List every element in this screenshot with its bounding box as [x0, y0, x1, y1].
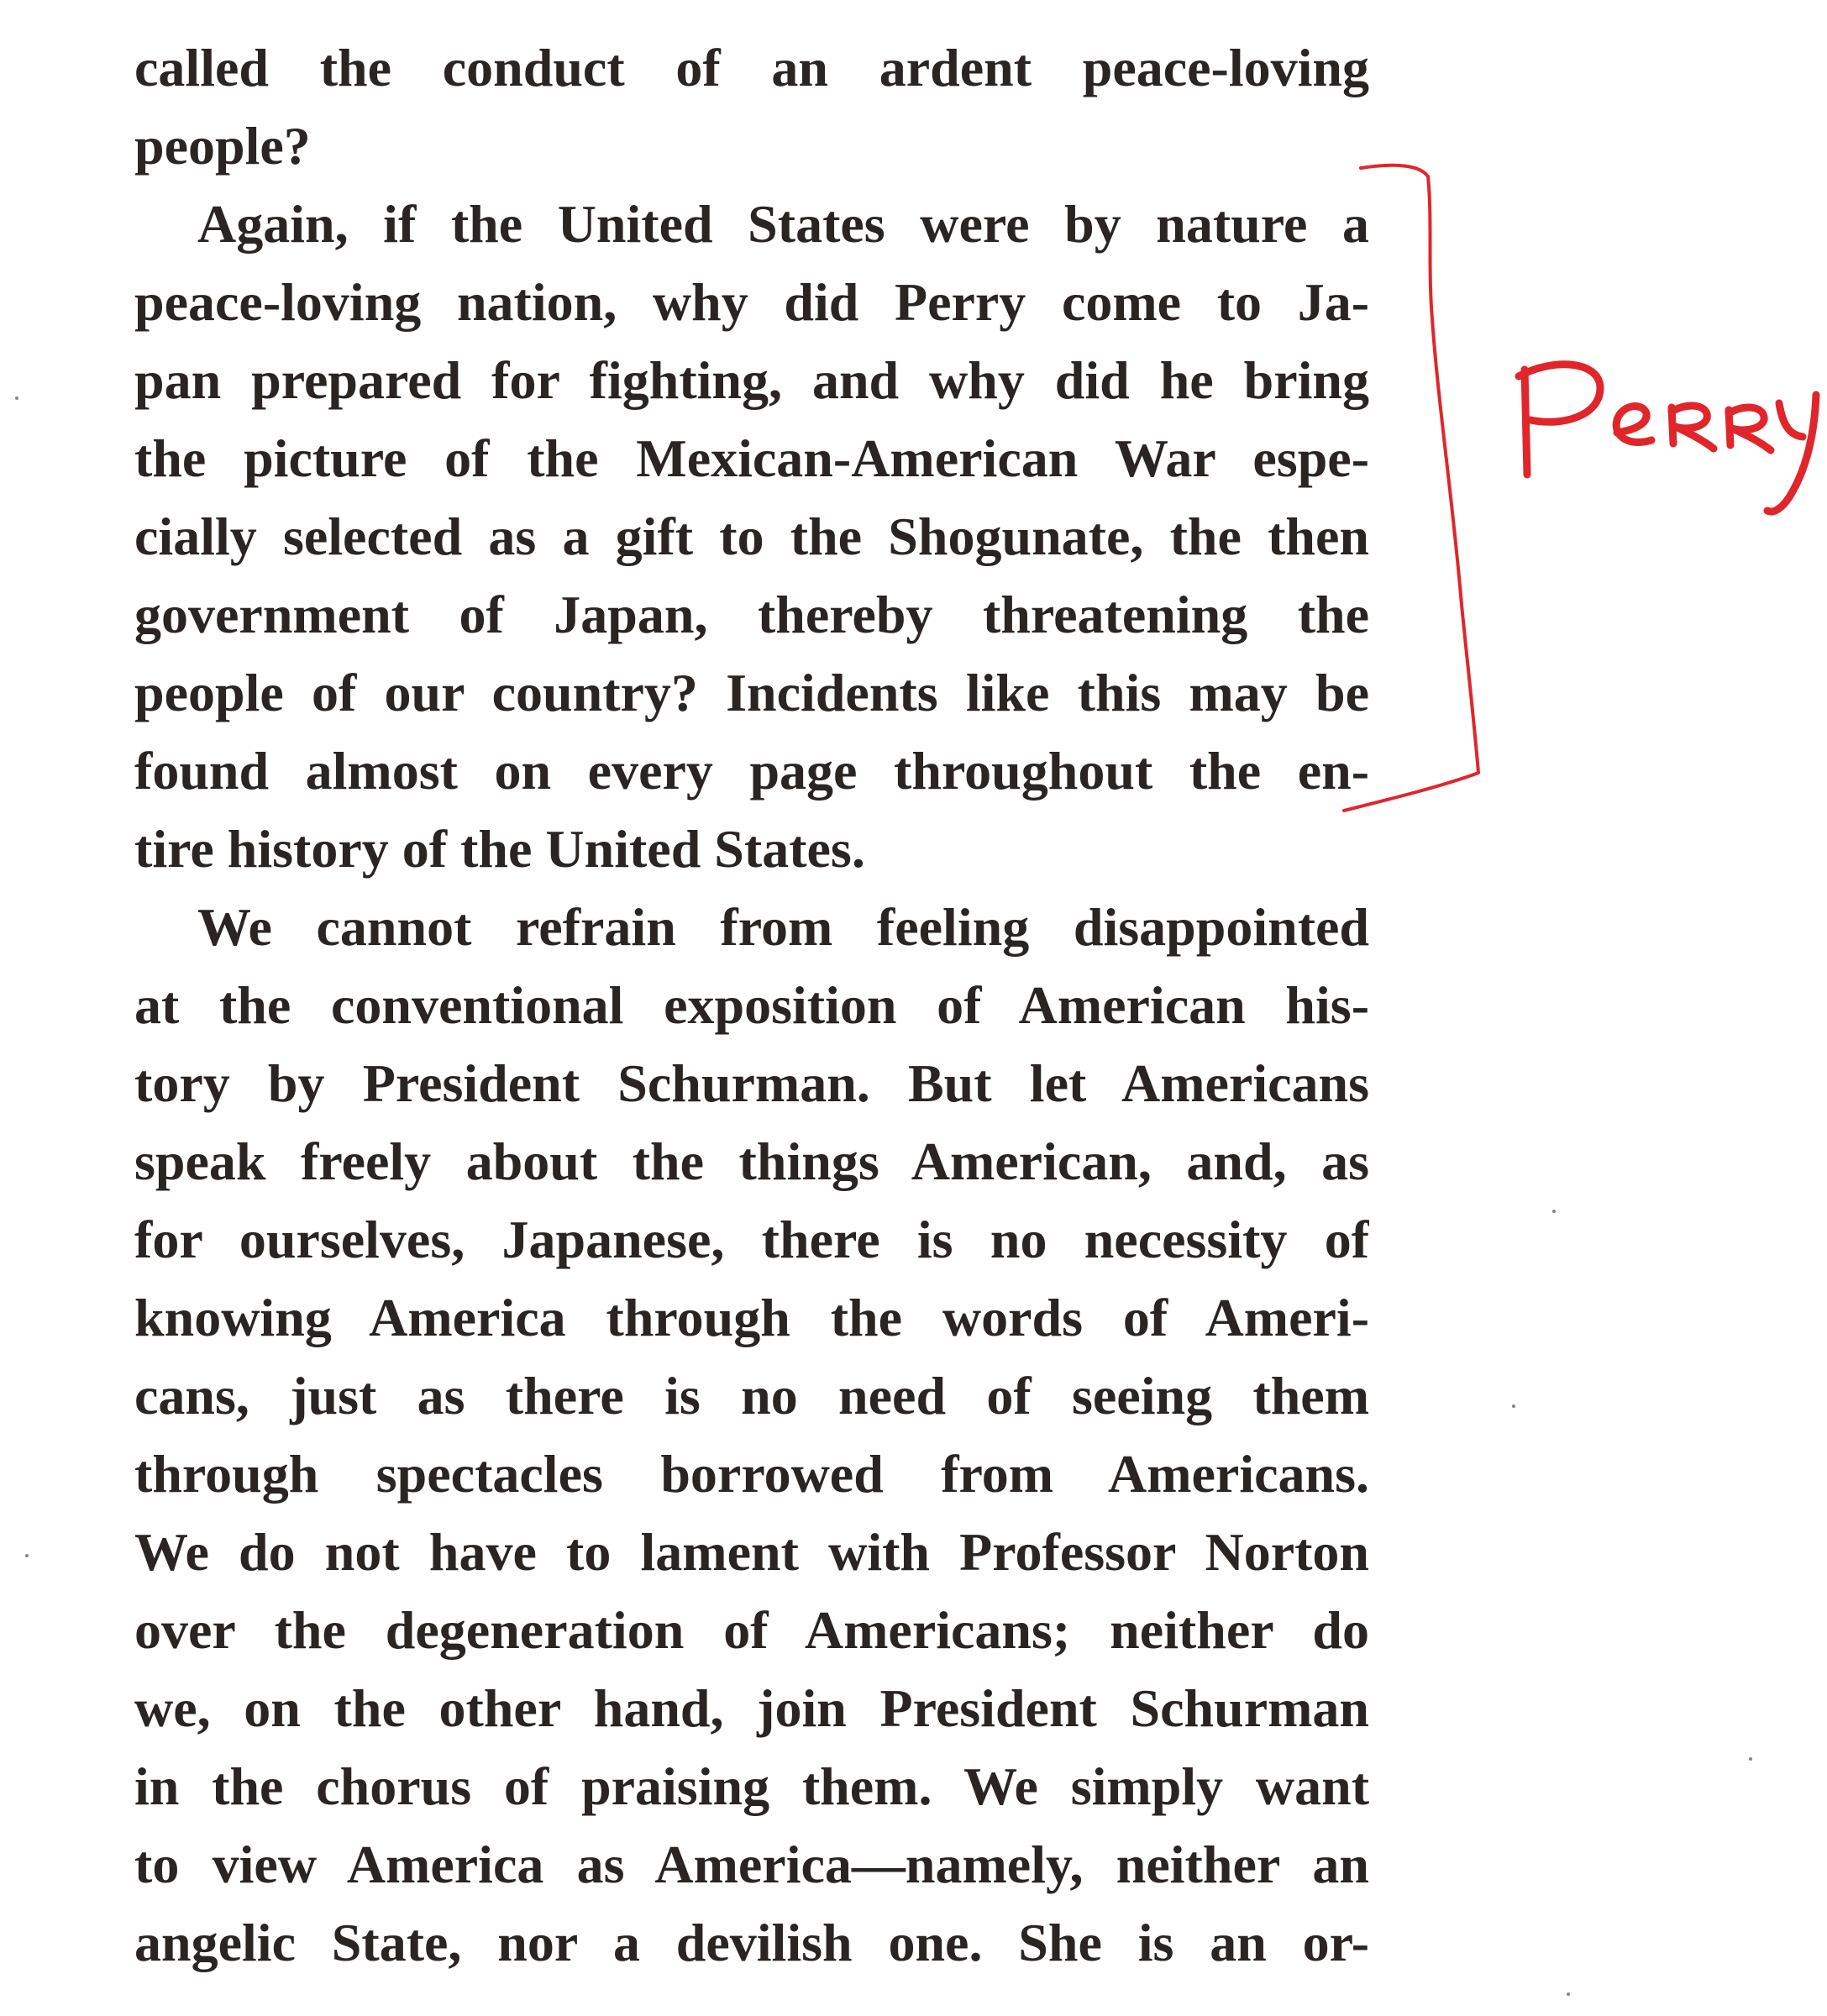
- scan-speck: [1512, 1404, 1515, 1408]
- scan-speck: [1552, 1210, 1556, 1213]
- text-line-7: cially selected as a gift to the Shogunate, the then: [134, 507, 1369, 566]
- text-line-9: people of our country? Incidents like this may be: [134, 663, 1369, 722]
- text-line-4: peace-loving nation, why did Perry come to Ja-: [134, 272, 1369, 332]
- text-line-16: for ourselves, Japanese, there is no necessity of: [134, 1210, 1369, 1269]
- text-line-25: angelic State, nor a devilish one. She is an or-: [134, 1913, 1369, 1972]
- text-line-15: speak freely about the things American, and, as: [134, 1131, 1369, 1191]
- text-line-10: found almost on every page throughout the en-: [134, 741, 1369, 801]
- text-line-14: tory by President Schurman. But let Americans: [134, 1053, 1369, 1113]
- scan-speck: [1749, 1757, 1752, 1761]
- text-line-2: people?: [134, 116, 311, 176]
- text-line-18: cans, just as there is no need of seeing them: [134, 1366, 1369, 1425]
- text-line-12: We cannot refrain from feeling disappointed: [197, 897, 1369, 957]
- text-line-24: to view America as America—namely, neither an: [134, 1835, 1369, 1894]
- text-line-8: government of Japan, thereby threatening the: [134, 585, 1369, 644]
- text-line-11: tire history of the United States.: [134, 819, 865, 879]
- text-line-3: Again, if the United States were by nature a: [197, 194, 1369, 254]
- text-line-20: We do not have to lament with Professor Norton: [134, 1522, 1369, 1582]
- text-line-23: in the chorus of praising them. We simply want: [134, 1756, 1369, 1816]
- scan-speck: [25, 1554, 29, 1557]
- body-text: [134, 29, 1369, 1982]
- scan-speck: [15, 396, 18, 400]
- text-line-17: knowing America through the words of Ameri-: [134, 1288, 1369, 1347]
- text-line-6: the picture of the Mexican-American War espe-: [134, 428, 1369, 488]
- text-line-13: at the conventional exposition of American his-: [134, 975, 1369, 1035]
- scan-speck: [1567, 1992, 1570, 1996]
- text-line-5: pan prepared for fighting, and why did he bring: [134, 350, 1369, 410]
- text-line-19: through spectacles borrowed from Americans.: [134, 1444, 1369, 1504]
- text-line-22: we, on the other hand, join President Schurman: [134, 1678, 1369, 1738]
- text-line-1: called the conduct of an ardent peace-loving: [134, 38, 1369, 97]
- text-line-21: over the degeneration of Americans; neither do: [134, 1600, 1369, 1660]
